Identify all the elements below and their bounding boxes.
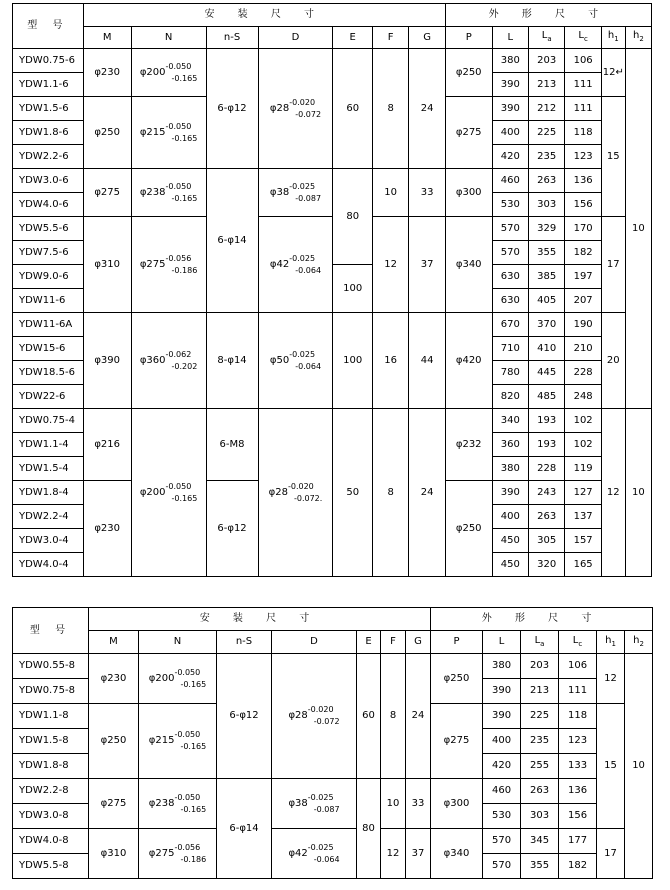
model-cell: YDW2.2-8	[13, 779, 89, 804]
la-cell: 345	[521, 829, 559, 854]
lc-cell: 157	[565, 529, 601, 553]
lc-cell: 133	[559, 754, 597, 779]
col-D: D	[272, 631, 357, 654]
col-nS: n-S	[206, 27, 258, 49]
ns-cell: 6-φ12	[206, 49, 258, 169]
l-cell: 390	[483, 679, 521, 704]
header-model: 型 号	[13, 608, 89, 654]
lc-cell: 210	[565, 337, 601, 361]
lc-cell: 197	[565, 265, 601, 289]
lc-cell: 182	[565, 241, 601, 265]
model-cell: YDW1.1-8	[13, 704, 89, 729]
header-outline-dimensions: 外 形 尺 寸	[445, 4, 651, 27]
col-nS: n-S	[217, 631, 272, 654]
h1-cell: 17	[601, 217, 625, 313]
d-cell: φ42 -0.025 -0.064	[272, 829, 357, 879]
la-cell: 213	[521, 679, 559, 704]
l-cell: 820	[492, 385, 528, 409]
l-cell: 450	[492, 529, 528, 553]
h1-cell: 15	[601, 97, 625, 217]
ns-cell: 6-φ14	[217, 779, 272, 879]
p-cell: φ340	[445, 217, 492, 313]
model-cell: YDW4.0-4	[13, 553, 84, 577]
h1-cell: 17	[597, 829, 625, 879]
model-cell: YDW11-6	[13, 289, 84, 313]
l-cell: 530	[483, 804, 521, 829]
lc-cell: 228	[565, 361, 601, 385]
la-cell: 255	[521, 754, 559, 779]
l-cell: 570	[483, 854, 521, 879]
e-cell: 80	[357, 779, 381, 879]
la-cell: 235	[529, 145, 565, 169]
e-cell: 100	[333, 265, 373, 313]
l-cell: 630	[492, 289, 528, 313]
model-cell: YDW5.5-8	[13, 854, 89, 879]
l-cell: 420	[483, 754, 521, 779]
l-cell: 360	[492, 433, 528, 457]
header-outline-dimensions: 外 形 尺 寸	[431, 608, 653, 631]
ns-cell: 6-φ12	[217, 654, 272, 779]
model-cell: YDW3.0-6	[13, 169, 84, 193]
lc-cell: 190	[565, 313, 601, 337]
lc-cell: 106	[559, 654, 597, 679]
lc-cell: 156	[559, 804, 597, 829]
model-cell: YDW1.5-6	[13, 97, 84, 121]
col-Lc: $L_c$	[559, 631, 597, 654]
model-cell: YDW0.55-8	[13, 654, 89, 679]
model-cell: YDW1.8-6	[13, 121, 84, 145]
d-cell: φ28 -0.020 -0.072.	[258, 409, 333, 577]
g-cell: 33	[406, 779, 431, 829]
lc-cell: 137	[565, 505, 601, 529]
la-cell: 370	[529, 313, 565, 337]
lc-cell: 136	[565, 169, 601, 193]
la-cell: 320	[529, 553, 565, 577]
l-cell: 780	[492, 361, 528, 385]
model-cell: YDW1.8-8	[13, 754, 89, 779]
n-cell: φ215 -0.050 -0.165	[139, 704, 217, 779]
header-model: 型 号	[13, 4, 84, 49]
d-cell: φ42 -0.025 -0.064	[258, 217, 333, 313]
la-cell: 263	[521, 779, 559, 804]
col-Lc: $L_c$	[565, 27, 601, 49]
lc-cell: 248	[565, 385, 601, 409]
p-cell: φ250	[431, 654, 483, 704]
col-F: F	[381, 631, 406, 654]
lc-cell: 111	[559, 679, 597, 704]
p-cell: φ250	[445, 481, 492, 577]
lc-cell: 102	[565, 433, 601, 457]
l-cell: 630	[492, 265, 528, 289]
h2-cell: 10	[625, 654, 653, 879]
l-cell: 390	[492, 481, 528, 505]
model-cell: YDW2.2-6	[13, 145, 84, 169]
col-h1: $h_1$	[597, 631, 625, 654]
e-cell: 60	[333, 49, 373, 169]
h1-cell: 12↵	[601, 49, 625, 97]
lc-cell: 127	[565, 481, 601, 505]
col-N: N	[139, 631, 217, 654]
m-cell: φ275	[83, 169, 131, 217]
n-cell: φ200 -0.050 -0.165	[131, 409, 206, 577]
la-cell: 193	[529, 409, 565, 433]
g-cell: 24	[409, 49, 445, 169]
model-cell: YDW9.0-6	[13, 265, 84, 289]
l-cell: 450	[492, 553, 528, 577]
g-cell: 37	[409, 217, 445, 313]
l-cell: 380	[492, 457, 528, 481]
f-cell: 12	[372, 217, 408, 313]
f-cell: 8	[372, 49, 408, 169]
lc-cell: 106	[565, 49, 601, 73]
f-cell: 8	[372, 409, 408, 577]
h2-cell: 10	[625, 409, 651, 577]
lc-cell: 111	[565, 97, 601, 121]
lc-cell: 136	[559, 779, 597, 804]
p-cell: φ340	[431, 829, 483, 879]
lc-cell: 118	[565, 121, 601, 145]
l-cell: 380	[483, 654, 521, 679]
la-cell: 212	[529, 97, 565, 121]
e-cell: 80	[333, 169, 373, 265]
l-cell: 390	[492, 73, 528, 97]
la-cell: 263	[529, 505, 565, 529]
la-cell: 445	[529, 361, 565, 385]
l-cell: 460	[492, 169, 528, 193]
l-cell: 570	[492, 217, 528, 241]
e-cell: 50	[333, 409, 373, 577]
f-cell: 10	[372, 169, 408, 217]
l-cell: 340	[492, 409, 528, 433]
model-cell: YDW7.5-6	[13, 241, 84, 265]
model-cell: YDW1.1-6	[13, 73, 84, 97]
m-cell: φ216	[83, 409, 131, 481]
d-cell: φ38 -0.025 -0.087	[258, 169, 333, 217]
lc-cell: 102	[565, 409, 601, 433]
lc-cell: 118	[559, 704, 597, 729]
model-cell: YDW2.2-4	[13, 505, 84, 529]
col-P: P	[431, 631, 483, 654]
model-cell: YDW11-6A	[13, 313, 84, 337]
g-cell: 37	[406, 829, 431, 879]
la-cell: 355	[521, 854, 559, 879]
m-cell: φ310	[89, 829, 139, 879]
d-cell: φ50 -0.025 -0.064	[258, 313, 333, 409]
la-cell: 203	[521, 654, 559, 679]
lc-cell: 123	[565, 145, 601, 169]
la-cell: 305	[529, 529, 565, 553]
g-cell: 24	[406, 654, 431, 779]
col-h2: $h_2$	[625, 631, 653, 654]
col-La: $L_a$	[521, 631, 559, 654]
d-cell: φ28 -0.020 -0.072	[258, 49, 333, 169]
header-install-dimensions: 安 装 尺 寸	[89, 608, 431, 631]
dimension-table-8pole	[12, 607, 653, 879]
la-cell: 225	[529, 121, 565, 145]
lc-cell: 111	[565, 73, 601, 97]
lc-cell: 123	[559, 729, 597, 754]
col-E: E	[357, 631, 381, 654]
n-cell: φ275 -0.056 -0.186	[131, 217, 206, 313]
l-cell: 460	[483, 779, 521, 804]
l-cell: 670	[492, 313, 528, 337]
l-cell: 570	[483, 829, 521, 854]
la-cell: 329	[529, 217, 565, 241]
model-cell: YDW0.75-8	[13, 679, 89, 704]
model-cell: YDW0.75-6	[13, 49, 84, 73]
la-cell: 225	[521, 704, 559, 729]
col-La: $L_a$	[529, 27, 565, 49]
n-cell: φ200 -0.050 -0.165	[139, 654, 217, 704]
col-F: F	[372, 27, 408, 49]
p-cell: φ275	[431, 704, 483, 779]
h1-cell: 12	[597, 654, 625, 704]
g-cell: 44	[409, 313, 445, 409]
lc-cell: 182	[559, 854, 597, 879]
lc-cell: 177	[559, 829, 597, 854]
col-P: P	[445, 27, 492, 49]
model-cell: YDW1.5-8	[13, 729, 89, 754]
l-cell: 530	[492, 193, 528, 217]
la-cell: 235	[521, 729, 559, 754]
h1-cell: 15	[597, 704, 625, 829]
model-cell: YDW4.0-8	[13, 829, 89, 854]
lc-cell: 170	[565, 217, 601, 241]
m-cell: φ250	[83, 97, 131, 169]
f-cell: 16	[372, 313, 408, 409]
la-cell: 410	[529, 337, 565, 361]
h2-cell: 10	[625, 49, 651, 409]
col-M: M	[89, 631, 139, 654]
d-cell: φ38 -0.025 -0.087	[272, 779, 357, 829]
model-cell: YDW0.75-4	[13, 409, 84, 433]
la-cell: 203	[529, 49, 565, 73]
l-cell: 400	[492, 505, 528, 529]
lc-cell: 119	[565, 457, 601, 481]
la-cell: 243	[529, 481, 565, 505]
m-cell: φ310	[83, 217, 131, 313]
lc-cell: 207	[565, 289, 601, 313]
model-cell: YDW5.5-6	[13, 217, 84, 241]
la-cell: 303	[529, 193, 565, 217]
col-h1: $h_1$	[601, 27, 625, 49]
col-h2: $h_2$	[625, 27, 651, 49]
l-cell: 390	[492, 97, 528, 121]
n-cell: φ360 -0.062 -0.202	[131, 313, 206, 409]
la-cell: 263	[529, 169, 565, 193]
col-G: G	[409, 27, 445, 49]
n-cell: φ200 -0.050 -0.165	[131, 49, 206, 97]
model-cell: YDW3.0-4	[13, 529, 84, 553]
dimension-table-6pole-4pole	[12, 3, 652, 577]
la-cell: 193	[529, 433, 565, 457]
la-cell: 303	[521, 804, 559, 829]
col-E: E	[333, 27, 373, 49]
g-cell: 33	[409, 169, 445, 217]
col-G: G	[406, 631, 431, 654]
model-cell: YDW15-6	[13, 337, 84, 361]
n-cell: φ238 -0.050 -0.165	[139, 779, 217, 829]
h1-cell: 20	[601, 313, 625, 409]
m-cell: φ250	[89, 704, 139, 779]
l-cell: 420	[492, 145, 528, 169]
l-cell: 390	[483, 704, 521, 729]
lc-cell: 165	[565, 553, 601, 577]
h1-cell: 12	[601, 409, 625, 577]
la-cell: 485	[529, 385, 565, 409]
model-cell: YDW22-6	[13, 385, 84, 409]
m-cell: φ230	[89, 654, 139, 704]
l-cell: 400	[492, 121, 528, 145]
m-cell: φ390	[83, 313, 131, 409]
l-cell: 380	[492, 49, 528, 73]
e-cell: 60	[357, 654, 381, 779]
n-cell: φ238 -0.050 -0.165	[131, 169, 206, 217]
la-cell: 385	[529, 265, 565, 289]
p-cell: φ300	[431, 779, 483, 829]
l-cell: 710	[492, 337, 528, 361]
col-D: D	[258, 27, 333, 49]
la-cell: 405	[529, 289, 565, 313]
ns-cell: 8-φ14	[206, 313, 258, 409]
ns-cell: 6-φ12	[206, 481, 258, 577]
m-cell: φ230	[83, 481, 131, 577]
col-N: N	[131, 27, 206, 49]
f-cell: 8	[381, 654, 406, 779]
p-cell: φ420	[445, 313, 492, 409]
p-cell: φ232	[445, 409, 492, 481]
g-cell: 24	[409, 409, 445, 577]
la-cell: 213	[529, 73, 565, 97]
m-cell: φ230	[83, 49, 131, 97]
model-cell: YDW1.5-4	[13, 457, 84, 481]
p-cell: φ250	[445, 49, 492, 97]
ns-cell: 6-φ14	[206, 169, 258, 313]
e-cell: 100	[333, 313, 373, 409]
p-cell: φ300	[445, 169, 492, 217]
model-cell: YDW18.5-6	[13, 361, 84, 385]
l-cell: 400	[483, 729, 521, 754]
col-L: L	[483, 631, 521, 654]
col-M: M	[83, 27, 131, 49]
header-install-dimensions: 安 装 尺 寸	[83, 4, 445, 27]
d-cell: φ28 -0.020 -0.072	[272, 654, 357, 779]
ns-cell: 6-M8	[206, 409, 258, 481]
model-cell: YDW1.8-4	[13, 481, 84, 505]
n-cell: φ215 -0.050 -0.165	[131, 97, 206, 169]
col-L: L	[492, 27, 528, 49]
p-cell: φ275	[445, 97, 492, 169]
model-cell: YDW3.0-8	[13, 804, 89, 829]
model-cell: YDW1.1-4	[13, 433, 84, 457]
l-cell: 570	[492, 241, 528, 265]
la-cell: 355	[529, 241, 565, 265]
f-cell: 10	[381, 779, 406, 829]
model-cell: YDW4.0-6	[13, 193, 84, 217]
m-cell: φ275	[89, 779, 139, 829]
f-cell: 12	[381, 829, 406, 879]
la-cell: 228	[529, 457, 565, 481]
n-cell: φ275 -0.056 -0.186	[139, 829, 217, 879]
lc-cell: 156	[565, 193, 601, 217]
